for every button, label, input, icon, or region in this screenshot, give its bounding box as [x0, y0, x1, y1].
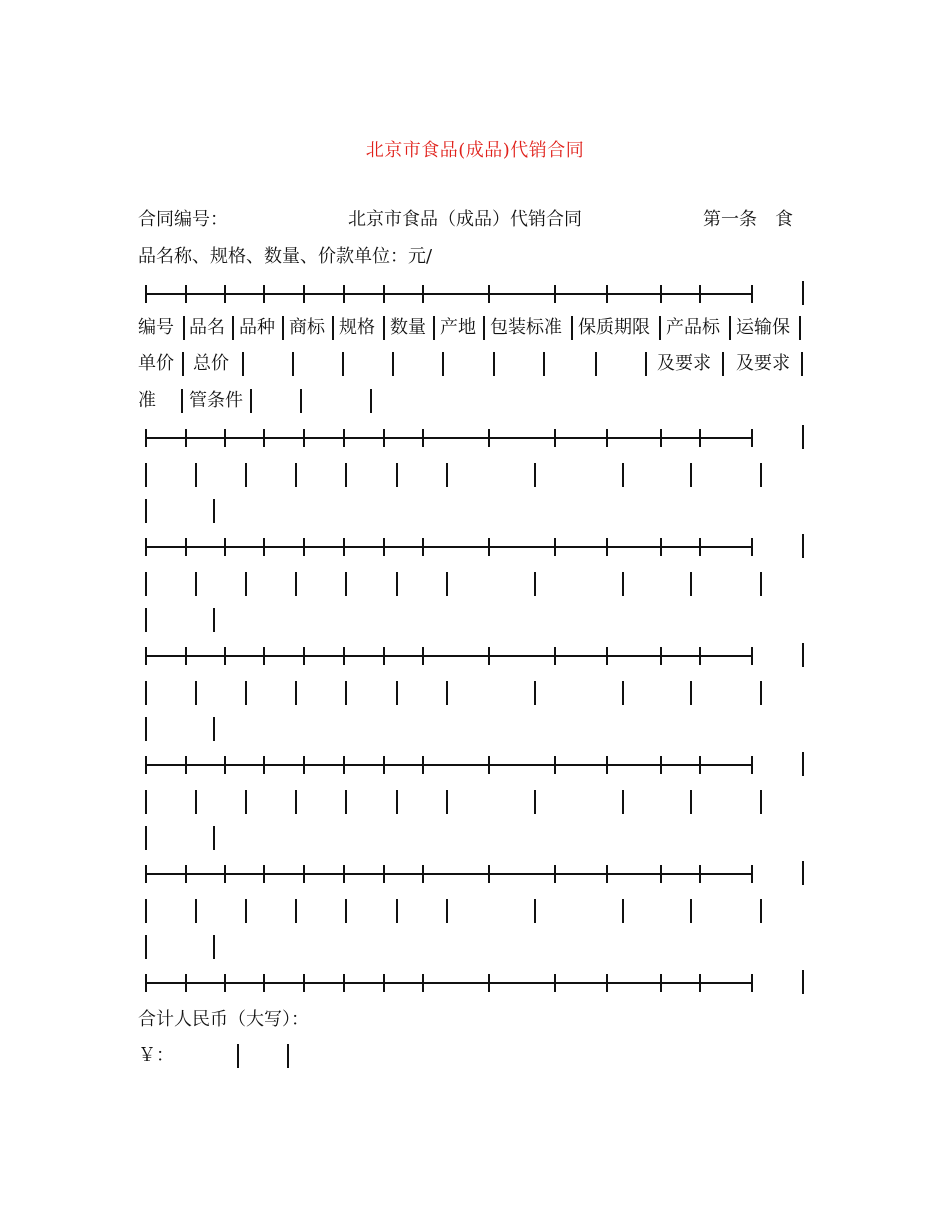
cell-divider [722, 352, 724, 376]
cell-divider [622, 681, 624, 705]
cell-divider [145, 790, 147, 814]
cell-divider [729, 316, 731, 340]
cell-divider [690, 681, 692, 705]
cell-divider [595, 352, 597, 376]
rule-tick [343, 974, 345, 992]
rule-tick [488, 647, 490, 665]
rule-tick [699, 647, 701, 665]
cell-divider [383, 316, 385, 340]
cell-divider [622, 899, 624, 923]
rule-tick [383, 285, 385, 303]
header-cell: 及要求 [736, 353, 790, 374]
rule-tick [660, 429, 662, 447]
rule-tick [660, 285, 662, 303]
rule-tick [488, 429, 490, 447]
cell-divider [396, 899, 398, 923]
rule-tick [224, 647, 226, 665]
cell-divider [145, 681, 147, 705]
cell-divider [396, 681, 398, 705]
rule-tick [488, 756, 490, 774]
rule-tick [699, 756, 701, 774]
rule-tick [422, 865, 424, 883]
header-cell: 品名 [189, 317, 225, 338]
cell-divider [622, 463, 624, 487]
cell-divider [799, 316, 801, 340]
contract-heading: 北京市食品（成品）代销合同 [348, 209, 582, 230]
cell-divider [245, 463, 247, 487]
rule-end-bar [802, 534, 804, 558]
rule-tick [554, 756, 556, 774]
rule-tick [343, 538, 345, 556]
cell-divider [242, 352, 244, 376]
rule-tick [751, 647, 753, 665]
rule-tick [263, 647, 265, 665]
cell-divider [213, 717, 215, 741]
rule-end-bar [802, 970, 804, 994]
cell-divider [195, 899, 197, 923]
rule-end-bar [802, 861, 804, 885]
cell-divider [295, 463, 297, 487]
rule-tick [303, 538, 305, 556]
cell-divider [396, 790, 398, 814]
rule-tick [263, 756, 265, 774]
rule-tick [699, 538, 701, 556]
cell-divider [534, 572, 536, 596]
cell-divider [181, 389, 183, 413]
rule-tick [185, 647, 187, 665]
cell-divider [690, 572, 692, 596]
rule-tick [224, 865, 226, 883]
cell-divider [345, 572, 347, 596]
rule-tick [554, 538, 556, 556]
rule-tick [422, 429, 424, 447]
rule-tick [488, 974, 490, 992]
header-cell: 运输保 [736, 317, 790, 338]
cell-divider [345, 463, 347, 487]
rule-tick [383, 865, 385, 883]
rule-tick [343, 285, 345, 303]
rule-tick [185, 429, 187, 447]
cell-divider [345, 899, 347, 923]
cell-divider [760, 790, 762, 814]
cell-divider [534, 463, 536, 487]
header-cell: 编号 [138, 317, 174, 338]
rule-tick [185, 974, 187, 992]
header-cell: 准 [138, 390, 156, 411]
cell-divider [483, 316, 485, 340]
cell-divider [182, 352, 184, 376]
document-title: 北京市食品(成品)代销合同 [365, 140, 585, 161]
cell-divider [250, 389, 252, 413]
cell-divider [534, 681, 536, 705]
cell-divider [245, 899, 247, 923]
rule-tick [606, 429, 608, 447]
cell-divider [145, 826, 147, 850]
rule-tick [751, 756, 753, 774]
cell-divider [396, 572, 398, 596]
cell-divider [342, 352, 344, 376]
cell-divider [446, 572, 448, 596]
cell-divider [145, 717, 147, 741]
header-cell: 保质期限 [578, 317, 650, 338]
rule-tick [383, 974, 385, 992]
rule-tick [554, 285, 556, 303]
rule-tick [303, 865, 305, 883]
cell-divider [645, 352, 647, 376]
cell-divider [690, 463, 692, 487]
header-cell: 及要求 [657, 353, 711, 374]
yen-cell-divider [287, 1044, 289, 1068]
rule-tick [488, 538, 490, 556]
cell-divider [622, 790, 624, 814]
rule-tick [751, 285, 753, 303]
rule-tick [185, 756, 187, 774]
rule-tick [751, 865, 753, 883]
cell-divider [622, 572, 624, 596]
yen-cell-divider [237, 1044, 239, 1068]
cell-divider [801, 352, 803, 376]
cell-divider [543, 352, 545, 376]
cell-divider [433, 316, 435, 340]
rule-tick [488, 285, 490, 303]
cell-divider [145, 608, 147, 632]
header-cell: 管条件 [189, 390, 243, 411]
cell-divider [300, 389, 302, 413]
article-one: 第一条 食 [703, 209, 793, 230]
rule-tick [422, 647, 424, 665]
header-cell: 产地 [440, 317, 476, 338]
cell-divider [760, 572, 762, 596]
contract-number-label: 合同编号： [138, 209, 228, 230]
cell-divider [446, 790, 448, 814]
rule-tick [185, 865, 187, 883]
rule-tick [263, 538, 265, 556]
rule-tick [145, 429, 147, 447]
rule-tick [185, 538, 187, 556]
header-cell: 数量 [390, 317, 426, 338]
cell-divider [145, 935, 147, 959]
cell-divider [232, 316, 234, 340]
cell-divider [295, 790, 297, 814]
rule-tick [145, 865, 147, 883]
rule-tick [343, 756, 345, 774]
rule-tick [303, 974, 305, 992]
cell-divider [195, 463, 197, 487]
header-cell: 单价 [138, 353, 174, 374]
cell-divider [345, 790, 347, 814]
cell-divider [690, 790, 692, 814]
cell-divider [245, 572, 247, 596]
header-cell: 商标 [289, 317, 325, 338]
rule-tick [606, 756, 608, 774]
rule-tick [488, 865, 490, 883]
cell-divider [392, 352, 394, 376]
item-spec-line: 品名称、规格、数量、价款单位：元/ [138, 246, 433, 267]
rule-tick [145, 756, 147, 774]
cell-divider [195, 790, 197, 814]
header-cell: 品种 [239, 317, 275, 338]
rule-tick [699, 974, 701, 992]
rule-tick [263, 429, 265, 447]
rule-tick [343, 647, 345, 665]
cell-divider [213, 826, 215, 850]
rule-tick [606, 647, 608, 665]
cell-divider [213, 935, 215, 959]
rule-tick [263, 865, 265, 883]
header-cell: 规格 [339, 317, 375, 338]
cell-divider [370, 389, 372, 413]
header-cell: 产品标 [666, 317, 720, 338]
rule-tick [660, 756, 662, 774]
rule-tick [554, 974, 556, 992]
rule-tick [554, 429, 556, 447]
rule-tick [751, 429, 753, 447]
rule-tick [699, 865, 701, 883]
rule-tick [303, 756, 305, 774]
cell-divider [295, 572, 297, 596]
rule-tick [343, 429, 345, 447]
cell-divider [493, 352, 495, 376]
cell-divider [690, 899, 692, 923]
rule-tick [660, 538, 662, 556]
cell-divider [145, 899, 147, 923]
rule-tick [224, 974, 226, 992]
cell-divider [659, 316, 661, 340]
rule-tick [660, 974, 662, 992]
rule-tick [422, 974, 424, 992]
rule-tick [422, 285, 424, 303]
rule-tick [383, 756, 385, 774]
rule-tick [699, 429, 701, 447]
cell-divider [245, 681, 247, 705]
cell-divider [195, 572, 197, 596]
cell-divider [760, 899, 762, 923]
cell-divider [213, 608, 215, 632]
cell-divider [345, 681, 347, 705]
cell-divider [213, 499, 215, 523]
cell-divider [760, 463, 762, 487]
rule-tick [660, 647, 662, 665]
rule-tick [224, 285, 226, 303]
cell-divider [534, 899, 536, 923]
rule-tick [383, 429, 385, 447]
cell-divider [446, 463, 448, 487]
cell-divider [282, 316, 284, 340]
rule-tick [145, 974, 147, 992]
rule-tick [699, 285, 701, 303]
rule-tick [145, 538, 147, 556]
rule-tick [606, 974, 608, 992]
rule-tick [224, 538, 226, 556]
rule-end-bar [802, 281, 804, 305]
rule-tick [224, 756, 226, 774]
rule-tick [606, 285, 608, 303]
cell-divider [145, 463, 147, 487]
rule-tick [751, 974, 753, 992]
cell-divider [245, 790, 247, 814]
rule-tick [751, 538, 753, 556]
rule-tick [422, 756, 424, 774]
cell-divider [396, 463, 398, 487]
cell-divider [571, 316, 573, 340]
rule-tick [224, 429, 226, 447]
rule-tick [660, 865, 662, 883]
cell-divider [760, 681, 762, 705]
rule-tick [554, 865, 556, 883]
cell-divider [145, 572, 147, 596]
rule-tick [422, 538, 424, 556]
cell-divider [183, 316, 185, 340]
cell-divider [332, 316, 334, 340]
rule-tick [145, 647, 147, 665]
cell-divider [292, 352, 294, 376]
cell-divider [534, 790, 536, 814]
rule-tick [383, 647, 385, 665]
rule-tick [606, 538, 608, 556]
rule-tick [554, 647, 556, 665]
rule-tick [606, 865, 608, 883]
cell-divider [295, 899, 297, 923]
rule-tick [185, 285, 187, 303]
rule-tick [263, 285, 265, 303]
cell-divider [295, 681, 297, 705]
rule-tick [303, 285, 305, 303]
yen-label: ￥： [138, 1045, 174, 1066]
cell-divider [446, 681, 448, 705]
rule-tick [303, 429, 305, 447]
header-cell: 总价 [193, 353, 229, 374]
rule-tick [383, 538, 385, 556]
rule-tick [263, 974, 265, 992]
cell-divider [195, 681, 197, 705]
total-rmb-label: 合计人民币（大写）： [138, 1009, 309, 1030]
rule-tick [145, 285, 147, 303]
cell-divider [446, 899, 448, 923]
rule-tick [343, 865, 345, 883]
rule-tick [303, 647, 305, 665]
rule-end-bar [802, 643, 804, 667]
rule-end-bar [802, 752, 804, 776]
header-cell: 包装标准 [490, 317, 562, 338]
rule-end-bar [802, 425, 804, 449]
cell-divider [145, 499, 147, 523]
cell-divider [442, 352, 444, 376]
